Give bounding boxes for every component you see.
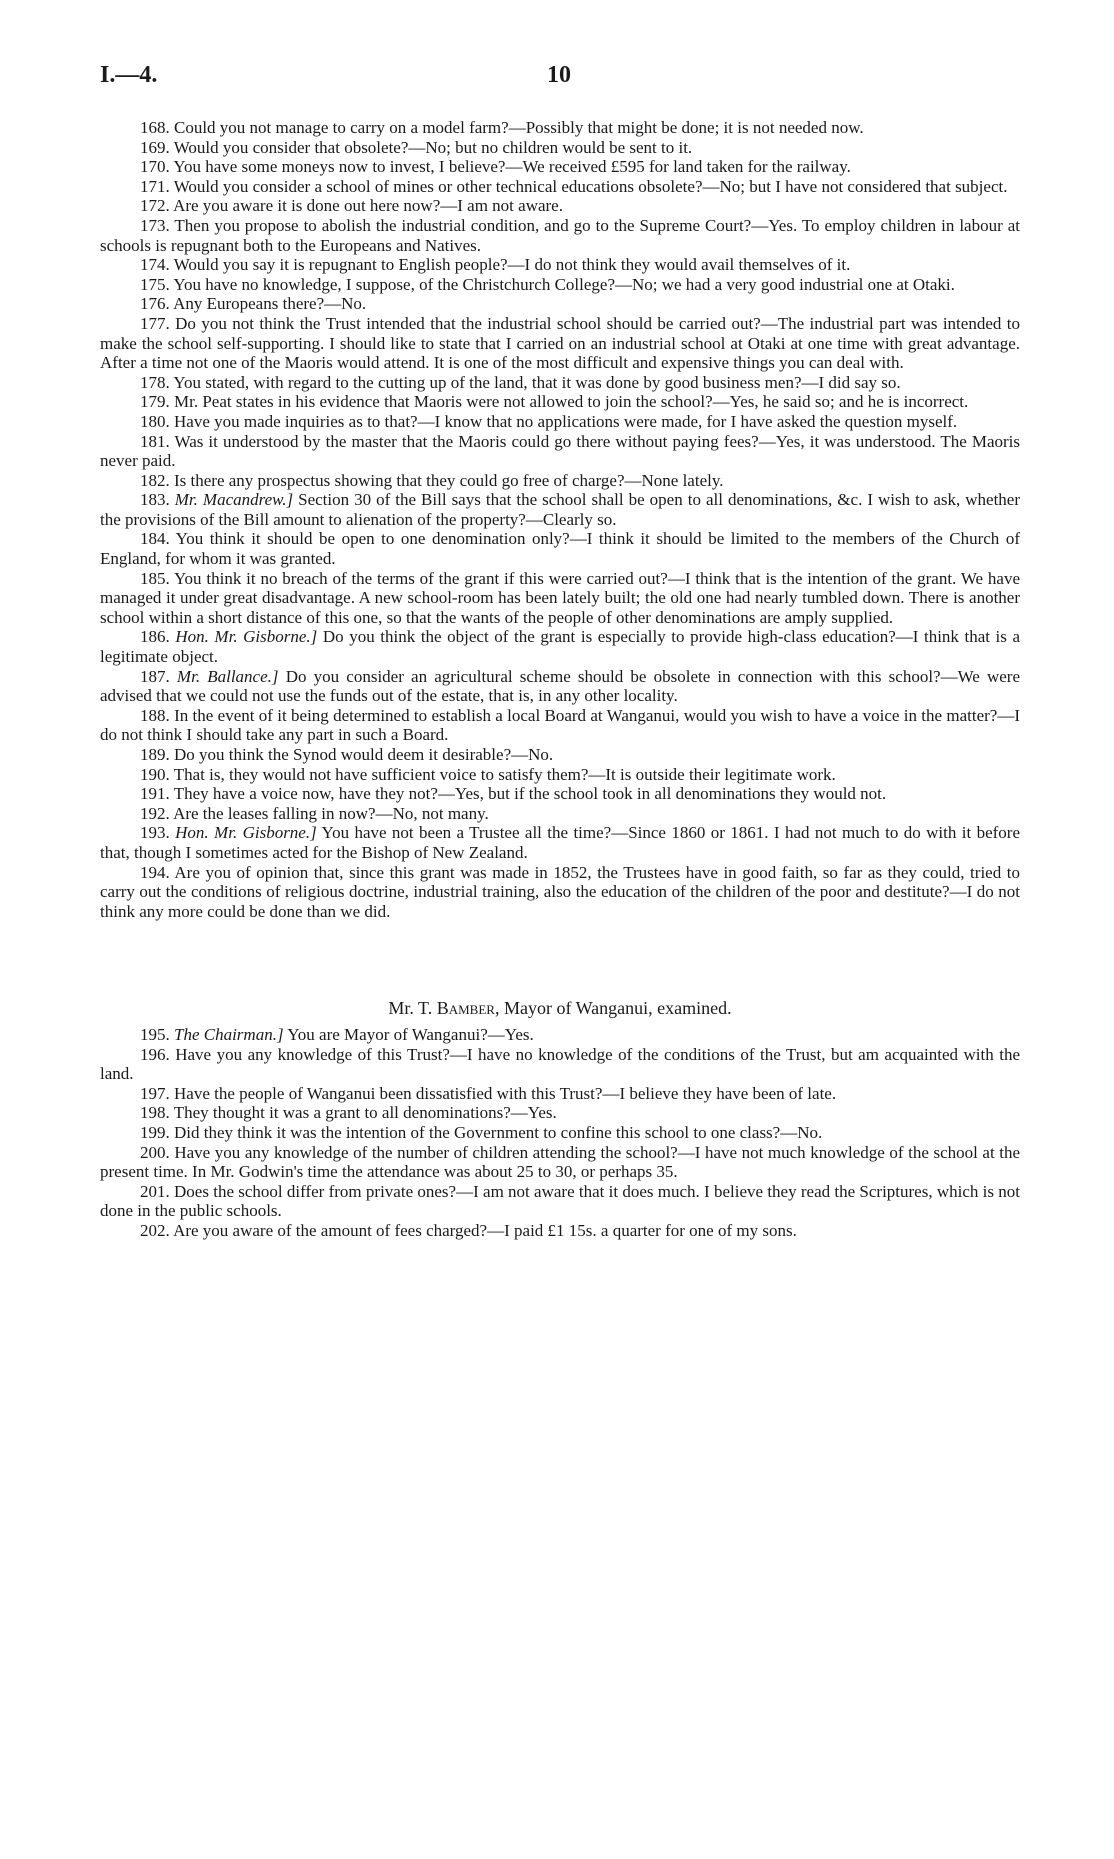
question-number: 175.	[140, 274, 170, 294]
question-number: 178.	[140, 372, 170, 392]
question-text: You stated, with regard to the cutting up of the land, that it was done by good business men?—I did say so.	[173, 372, 901, 392]
question-text: Would you say it is repugnant to English people?—I do not think they would avail themselves of it.	[173, 255, 851, 275]
question-paragraph	[100, 412, 1020, 432]
witness-heading	[100, 999, 1020, 1019]
question-number: 181.	[140, 431, 170, 451]
question-text: In the event of it being determined to establish a local Board at Wanganui, would you wish to have a voice in the matter?—I do not think I should take any part in such a Board.	[100, 705, 1020, 745]
question-text: Are you aware it is done out here now?—I am not aware.	[173, 196, 563, 216]
question-number: 188.	[140, 705, 170, 725]
question-paragraph	[100, 490, 1020, 529]
question-text: Have you any knowledge of the number of children attending the school?—I have not much knowledge of the school at the present time. In Mr. Godwin's time the attendance was about 25 to 30, or perhaps 35.	[100, 1142, 1021, 1182]
question-number: 187.	[140, 666, 170, 686]
page-header	[100, 62, 1020, 102]
question-text: You have not been a Trustee all the time?—Since 1860 or 1861. I had not much to do with it before that, though I sometimes acted for the Bishop of New Zealand.	[100, 823, 1021, 862]
question-text: Was it understood by the master that the Maoris could go there without paying fees?—Yes, it was understood. The Maoris never paid.	[100, 431, 1020, 471]
questioner-name: Mr. Ballance.]	[176, 666, 279, 686]
witness-name: Bamber	[436, 998, 495, 1019]
question-paragraph	[100, 138, 1020, 158]
question-text: Do you consider an agricultural scheme should be obsolete in connection with this school?—We were advised that we could not use the funds out of the estate, that is, in any other locality.	[100, 666, 1021, 706]
question-number: 172.	[140, 196, 170, 216]
question-text: Are the leases falling in now?—No, not many.	[173, 803, 489, 823]
questioner-name: Hon. Mr. Gisborne.]	[175, 823, 317, 843]
question-paragraph	[100, 314, 1020, 373]
question-text: Would you consider that obsolete?—No; but no children would be sent to it.	[173, 137, 693, 157]
question-text: Do you not think the Trust intended that the industrial school should be carried out?—The industrial part was intended to make the school self-supporting. I should like to state that I carried on an industrial school at Otaki at one time with great advantage. After a time not one of the Maoris would attend. It is one of the most difficult and expensive things you can deal with.	[100, 313, 1020, 373]
question-paragraph	[100, 157, 1020, 177]
parliamentary-paper-reference: I.—4.	[100, 62, 158, 88]
question-paragraph	[100, 216, 1020, 255]
question-number: 189.	[140, 745, 170, 764]
question-number: 184.	[140, 529, 170, 549]
question-paragraph	[100, 1182, 1020, 1221]
question-number: 177.	[140, 313, 170, 333]
witness-prefix: Mr. T.	[388, 998, 433, 1019]
question-paragraph	[100, 863, 1020, 922]
question-paragraph	[100, 745, 1020, 765]
question-text: Then you propose to abolish the industrial condition, and go to the Supreme Court?—Yes. To employ children in labour at schools is repugnant both to the Europeans and Natives.	[100, 215, 1020, 255]
question-number: 182.	[140, 470, 170, 490]
page-number: 10	[547, 62, 571, 88]
question-number: 174.	[140, 255, 170, 275]
question-text: That is, they would not have sufficient voice to satisfy them?—It is outside their legitimate work.	[173, 764, 836, 784]
question-number: 169.	[140, 137, 170, 157]
question-paragraph	[100, 706, 1020, 745]
question-paragraph	[100, 1221, 1020, 1241]
question-text: Does the school differ from private ones?—I am not aware that it does much. I believe they read the Scriptures, which is not done in the public schools.	[100, 1181, 1020, 1221]
question-paragraph	[100, 255, 1020, 275]
question-paragraph	[100, 1103, 1020, 1123]
question-text: Are you aware of the amount of fees charged?—I paid £1 15s. a quarter for one of my sons.	[173, 1220, 797, 1240]
question-number: 192.	[140, 803, 170, 823]
question-number: 173.	[140, 215, 170, 235]
question-paragraph	[100, 118, 1020, 138]
question-paragraph	[100, 627, 1020, 666]
question-number: 170.	[140, 157, 170, 177]
question-text: They have a voice now, have they not?—Yes, but if the school took in all denominations they would not.	[173, 784, 887, 804]
question-text: Would you consider a school of mines or other technical educations obsolete?—No; but I have not considered that subject.	[173, 176, 1008, 196]
question-paragraph	[100, 1084, 1020, 1104]
question-text: They thought it was a grant to all denominations?—Yes.	[173, 1103, 557, 1123]
question-paragraph	[100, 196, 1020, 216]
question-text: Have the people of Wanganui been dissatisfied with this Trust?—I believe they have been of late.	[174, 1083, 837, 1103]
question-number: 176.	[140, 294, 170, 314]
question-paragraph	[100, 177, 1020, 197]
question-paragraph	[100, 823, 1020, 862]
question-number: 202.	[140, 1220, 170, 1240]
questioner-name: Hon. Mr. Gisborne.]	[175, 627, 318, 647]
question-text: Do you think the Synod would deem it desirable?—No.	[174, 745, 554, 764]
question-paragraph	[100, 275, 1020, 295]
question-number: 194.	[140, 862, 170, 882]
question-number: 197.	[140, 1083, 170, 1103]
question-paragraph	[100, 804, 1020, 824]
question-text: Section 30 of the Bill says that the school shall be open to all denominations, &c. I wish to ask, whether the provisions of the Bill amount to alienation of the property?—Clearly so.	[100, 490, 1021, 529]
question-number: 196.	[140, 1044, 170, 1064]
question-number: 186.	[140, 627, 170, 647]
question-text: You think it no breach of the terms of the grant if this were carried out?—I think that is the intention of the grant. We have managed it under great disadvantage. A new school-room has been lately built; the old one had nearly tumbled down. There is another school within a short distance of this one, so that the wants of the people of other denominations are amply supplied.	[100, 568, 1021, 627]
evidence-part-1	[100, 118, 1020, 921]
evidence-body	[100, 118, 1020, 1240]
question-paragraph	[100, 784, 1020, 804]
witness-suffix: , Mayor of Wanganui, examined.	[494, 998, 732, 1019]
question-paragraph	[100, 373, 1020, 393]
question-text: You have some moneys now to invest, I believe?—We received £595 for land taken for the railway.	[173, 157, 851, 177]
question-number: 193.	[140, 823, 170, 843]
question-paragraph	[100, 1123, 1020, 1143]
question-number: 171.	[140, 176, 170, 196]
question-paragraph	[100, 765, 1020, 785]
question-paragraph	[100, 1045, 1020, 1084]
question-number: 191.	[140, 784, 170, 804]
question-text: Are you of opinion that, since this grant was made in 1852, the Trustees have in good faith, so far as they could, tried to carry out the conditions of religious doctrine, industrial training, also the education of the children of the poor and destitute?—I do not think any more could be done than we did.	[100, 862, 1020, 921]
question-number: 199.	[140, 1122, 170, 1142]
questioner-name: Mr. Macandrew.]	[174, 490, 294, 510]
question-number: 200.	[140, 1142, 170, 1162]
question-number: 195.	[140, 1024, 170, 1044]
question-number: 201.	[140, 1181, 170, 1201]
question-paragraph	[100, 1143, 1020, 1182]
question-number: 179.	[140, 392, 170, 412]
question-paragraph	[100, 569, 1020, 628]
question-number: 180.	[140, 411, 170, 431]
question-number: 198.	[140, 1103, 170, 1123]
question-paragraph	[100, 294, 1020, 314]
question-text: You are Mayor of Wanganui?—Yes.	[287, 1024, 534, 1044]
question-paragraph	[100, 1025, 1020, 1045]
question-number: 183.	[140, 490, 170, 510]
question-paragraph	[100, 667, 1020, 706]
evidence-part-2	[100, 1025, 1020, 1241]
question-text: Mr. Peat states in his evidence that Maoris were not allowed to join the school?—Yes, he said so; and he is incorrect.	[174, 392, 969, 412]
questioner-name: The Chairman.]	[174, 1024, 284, 1044]
question-text: Did they think it was the intention of the Government to confine this school to one class?—No.	[174, 1122, 823, 1142]
question-text: You think it should be open to one denomination only?—I think it should be limited to the members of the Church of England, for whom it was granted.	[100, 529, 1020, 569]
question-paragraph	[100, 529, 1020, 568]
question-paragraph	[100, 471, 1020, 491]
question-text: Do you think the object of the grant is especially to provide high-class education?—I think that is a legitimate object.	[100, 627, 1021, 667]
question-number: 168.	[140, 118, 170, 137]
question-text: Could you not manage to carry on a model farm?—Possibly that might be done; it is not needed now.	[174, 118, 864, 137]
question-number: 185.	[140, 568, 170, 588]
question-text: You have no knowledge, I suppose, of the Christchurch College?—No; we had a very good industrial one at Otaki.	[173, 274, 955, 294]
question-text: Any Europeans there?—No.	[173, 294, 367, 314]
question-text: Have you any knowledge of this Trust?—I have no knowledge of the conditions of the Trust, but am acquainted with the land.	[100, 1044, 1020, 1084]
question-paragraph	[100, 392, 1020, 412]
question-text: Is there any prospectus showing that they could go free of charge?—None lately.	[174, 470, 724, 490]
question-text: Have you made inquiries as to that?—I know that no applications were made, for I have asked the question myself.	[174, 411, 958, 431]
question-number: 190.	[140, 764, 170, 784]
question-paragraph	[100, 432, 1020, 471]
